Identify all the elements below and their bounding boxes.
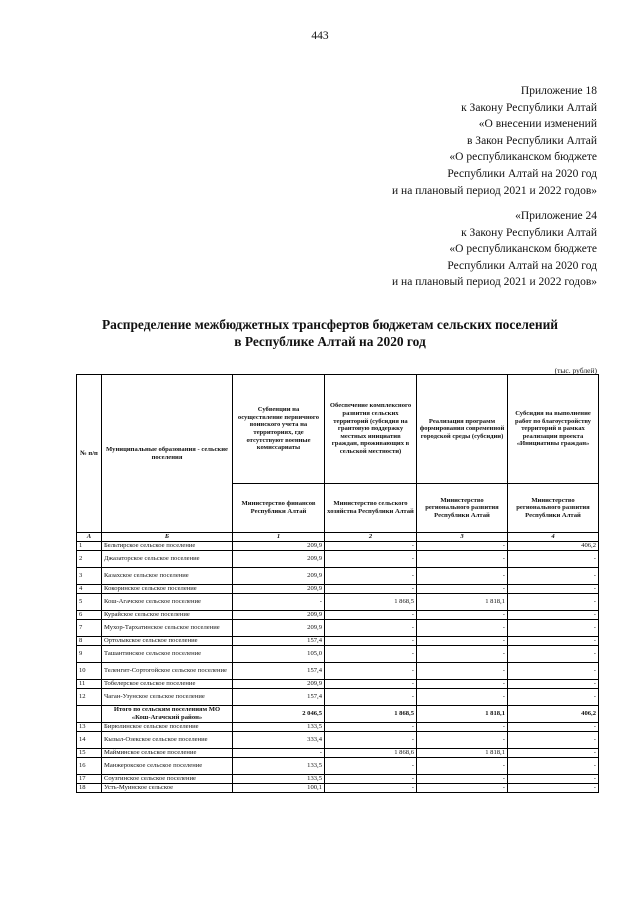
header-number: № п/п (77, 375, 102, 533)
row-municipality: Манжерокское сельское поселение (102, 757, 233, 774)
row-value-col-1: 133,5 (233, 722, 325, 731)
row-value-col-3: - (417, 688, 508, 705)
table-row (77, 662, 599, 679)
appendix-line: в Закон Республики Алтай (467, 134, 597, 147)
row-value-col-4: - (508, 731, 599, 748)
row-value-col-1: 209,9 (233, 610, 325, 619)
transfers-table (76, 374, 599, 793)
row-value-col-1: 209,9 (233, 619, 325, 636)
row-municipality: Бельтирское сельское поселение (102, 541, 233, 550)
row-number: 3 (77, 567, 102, 584)
row-number: 9 (77, 645, 102, 662)
row-number: 4 (77, 584, 102, 593)
row-municipality: Курайское сельское поселение (102, 610, 233, 619)
row-value-col-1: 209,9 (233, 679, 325, 688)
row-value-col-1: 157,4 (233, 636, 325, 645)
row-municipality: Ортолыкское сельское поселение (102, 636, 233, 645)
row-value-col-4: - (508, 636, 599, 645)
row-municipality: Казахское сельское поселение (102, 567, 233, 584)
header-col-4: Субсидия на выполнение работ по благоустройству территорий в рамках реализации проекта «Инициативы граждан» (508, 375, 599, 484)
row-municipality: Мухор-Тархатинское сельское поселение (102, 619, 233, 636)
index-cell: 3 (417, 533, 508, 542)
row-value-col-1: 105,0 (233, 645, 325, 662)
row-value-col-2: - (325, 619, 417, 636)
row-value-col-2: - (325, 645, 417, 662)
row-value-col-4: - (508, 722, 599, 731)
row-value-col-4: - (508, 584, 599, 593)
row-value-col-4: - (508, 783, 599, 792)
table-row (77, 636, 599, 645)
row-value-col-3: - (417, 731, 508, 748)
appendix-line: и на плановый период 2021 и 2022 годов» (392, 276, 597, 289)
appendix-line: «О внесении изменений (478, 118, 597, 131)
row-value-col-3: 1 818,1 (417, 748, 508, 757)
row-municipality: Бирюлинское сельское поселение (102, 722, 233, 731)
row-value-col-3: - (417, 584, 508, 593)
row-value-col-3: - (417, 722, 508, 731)
row-municipality: Джазаторское сельское поселение (102, 550, 233, 567)
row-value-col-4: - (508, 593, 599, 610)
row-value-col-3: - (417, 679, 508, 688)
row-municipality: Тобелерское сельское поселение (102, 679, 233, 688)
row-value-col-3: - (417, 610, 508, 619)
row-number: 10 (77, 662, 102, 679)
table-row (77, 774, 599, 783)
table-row (77, 688, 599, 705)
row-value-col-2: - (325, 610, 417, 619)
document-title (40, 316, 620, 350)
row-number: 17 (77, 774, 102, 783)
row-municipality: Чаган-Узунское сельское поселение (102, 688, 233, 705)
row-value-col-2: - (325, 679, 417, 688)
table-row (77, 783, 599, 792)
row-number: 8 (77, 636, 102, 645)
row-value-col-2: - (325, 541, 417, 550)
table-total-row (77, 705, 599, 722)
row-number: 1 (77, 541, 102, 550)
row-value-col-2: - (325, 722, 417, 731)
row-municipality: Соузгинское сельское поселение (102, 774, 233, 783)
row-municipality: Кош-Агачское сельское поселение (102, 593, 233, 610)
row-value-col-3: - (417, 757, 508, 774)
table-header-row (77, 375, 599, 484)
appendix-line: «О республиканском бюджете (449, 151, 597, 164)
appendix-line: Республики Алтай на 2020 год (447, 167, 597, 180)
row-number: 7 (77, 619, 102, 636)
row-value-col-4: - (508, 550, 599, 567)
table-body (77, 541, 599, 792)
row-value-col-4: - (508, 688, 599, 705)
row-value-col-2: - (325, 731, 417, 748)
row-value-col-1: - (233, 748, 325, 757)
table-index-row (77, 533, 599, 542)
header-col-3: Реализация программ формирования современной городской среды (субсидии) (417, 375, 508, 484)
row-value-col-4: - (508, 757, 599, 774)
row-number: 11 (77, 679, 102, 688)
table-row (77, 645, 599, 662)
row-value-col-4: - (508, 619, 599, 636)
appendix-line: «О республиканском бюджете (449, 243, 597, 256)
row-municipality: Теленгит-Сортогойское сельское поселение (102, 662, 233, 679)
row-number: 6 (77, 610, 102, 619)
row-value-col-3: - (417, 645, 508, 662)
row-value-col-2: - (325, 636, 417, 645)
title-line-1: Распределение межбюджетных трансфертов бюджетам сельских поселений (101, 317, 559, 332)
table-row (77, 593, 599, 610)
table-row (77, 757, 599, 774)
row-municipality: Итого по сельским поселениям МО «Кош-Агачский район» (102, 705, 233, 722)
row-number (77, 705, 102, 722)
page-number: 443 (311, 30, 329, 42)
row-value-col-3: - (417, 550, 508, 567)
row-number: 18 (77, 783, 102, 792)
row-value-col-3: - (417, 783, 508, 792)
row-value-col-3: - (417, 774, 508, 783)
table-row (77, 567, 599, 584)
appendix-line: Приложение 18 (520, 85, 597, 97)
row-value-col-3: 1 818,1 (417, 593, 508, 610)
row-municipality: Майминское сельское поселение (102, 748, 233, 757)
ministry-col-3: Министерство регионального развития Республики Алтай (417, 484, 508, 533)
row-value-col-2: - (325, 584, 417, 593)
row-number: 14 (77, 731, 102, 748)
appendix-line: Республики Алтай на 2020 год (447, 259, 597, 272)
row-value-col-1: 209,9 (233, 541, 325, 550)
table-row (77, 679, 599, 688)
table-row (77, 541, 599, 550)
row-value-col-2: - (325, 567, 417, 584)
row-value-col-1: 333,4 (233, 731, 325, 748)
row-value-col-1: 157,4 (233, 688, 325, 705)
table-row (77, 619, 599, 636)
row-value-col-4: - (508, 645, 599, 662)
row-value-col-3: - (417, 662, 508, 679)
row-value-col-3: 1 818,1 (417, 705, 508, 722)
row-value-col-4: 406,2 (508, 541, 599, 550)
row-number: 15 (77, 748, 102, 757)
row-municipality: Усть-Муинское сельское (102, 783, 233, 792)
row-value-col-1: 209,9 (233, 567, 325, 584)
index-cell: 1 (233, 533, 325, 542)
appendix-18-reference (392, 83, 597, 199)
index-cell: Б (102, 533, 233, 542)
row-value-col-2: - (325, 757, 417, 774)
row-value-col-2: - (325, 783, 417, 792)
row-value-col-2: 1 868,5 (325, 705, 417, 722)
row-value-col-1: 2 046,5 (233, 705, 325, 722)
row-value-col-2: - (325, 688, 417, 705)
index-cell: 4 (508, 533, 599, 542)
row-municipality: Ташантинское сельское поселение (102, 645, 233, 662)
row-value-col-4: - (508, 748, 599, 757)
appendix-line: к Закону Республики Алтай (461, 226, 597, 239)
row-value-col-2: 1 868,6 (325, 748, 417, 757)
table-row (77, 731, 599, 748)
row-number: 2 (77, 550, 102, 567)
row-value-col-2: - (325, 774, 417, 783)
row-value-col-4: - (508, 567, 599, 584)
row-value-col-3: - (417, 541, 508, 550)
ministry-col-4: Министерство регионального развития Республики Алтай (508, 484, 599, 533)
appendix-line: «Приложение 24 (515, 210, 597, 222)
table-row (77, 584, 599, 593)
row-value-col-4: - (508, 679, 599, 688)
table-row (77, 748, 599, 757)
row-value-col-3: - (417, 636, 508, 645)
row-municipality: Кызыл-Озекское сельское поселение (102, 731, 233, 748)
row-value-col-1: 133,5 (233, 774, 325, 783)
title-line-2: в Республике Алтай на 2020 год (234, 334, 426, 349)
row-value-col-1: 209,9 (233, 550, 325, 567)
row-value-col-1: - (233, 593, 325, 610)
row-value-col-4: - (508, 662, 599, 679)
row-number: 16 (77, 757, 102, 774)
row-value-col-4: - (508, 774, 599, 783)
row-number: 12 (77, 688, 102, 705)
row-municipality: Кокоринское сельское поселение (102, 584, 233, 593)
index-cell: А (77, 533, 102, 542)
header-col-2: Обеспечение комплексного развития сельских территорий (субсидия на грантовую поддержку местных инициатив граждан, проживающих в сельской местности) (325, 375, 417, 484)
table-row (77, 610, 599, 619)
row-value-col-1: 133,5 (233, 757, 325, 774)
units-label: (тыс. рублей) (554, 366, 597, 375)
row-value-col-3: - (417, 567, 508, 584)
ministry-col-1: Министерство финансов Республики Алтай (233, 484, 325, 533)
row-number: 5 (77, 593, 102, 610)
row-value-col-2: - (325, 550, 417, 567)
row-value-col-2: - (325, 662, 417, 679)
row-value-col-1: 100,1 (233, 783, 325, 792)
appendix-line: и на плановый период 2021 и 2022 годов» (392, 184, 597, 197)
appendix-line: к Закону Республики Алтай (461, 101, 597, 114)
header-col-1: Субвенции на осуществление первичного воинского учета на территориях, где отсутствуют военные комиссариаты (233, 375, 325, 484)
row-value-col-1: 157,4 (233, 662, 325, 679)
row-value-col-1: 209,9 (233, 584, 325, 593)
row-number: 13 (77, 722, 102, 731)
table-row (77, 550, 599, 567)
row-value-col-3: - (417, 619, 508, 636)
row-value-col-4: - (508, 610, 599, 619)
row-value-col-4: 406,2 (508, 705, 599, 722)
row-value-col-2: 1 868,5 (325, 593, 417, 610)
table-row (77, 722, 599, 731)
index-cell: 2 (325, 533, 417, 542)
appendix-24-reference (392, 208, 597, 291)
ministry-col-2: Министерство сельского хозяйства Республики Алтай (325, 484, 417, 533)
header-municipality: Муниципальные образования - сельские поселения (102, 375, 233, 533)
